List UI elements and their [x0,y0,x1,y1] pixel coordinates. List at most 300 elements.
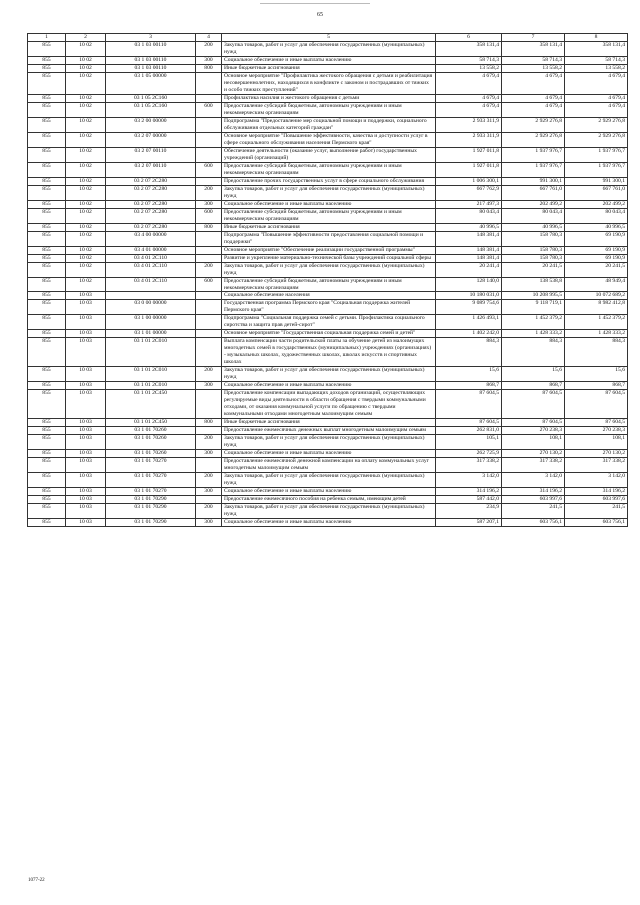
cell-description: Иные бюджетные ассигнования [222,64,436,72]
cell-admin-code: 855 [28,177,66,185]
cell-amount-col6: 358 131,4 [436,42,502,57]
cell-amount-col6: 9 089 754,6 [436,300,502,315]
cell-admin-code: 855 [28,132,66,147]
cell-amount-col7: 13 558,2 [502,64,565,72]
cell-target-article: 03 1 05 2С160 [106,102,196,117]
cell-amount-col8: 87 604,5 [565,390,628,419]
cell-amount-col8: 667 761,0 [565,185,628,200]
cell-description: Иные бюджетные ассигнования [222,223,436,231]
cell-section: 10 02 [66,56,106,64]
cell-expense-type: 800 [196,419,222,427]
table-row [28,231,628,246]
cell-admin-code: 855 [28,72,66,94]
cell-section: 10 03 [66,473,106,488]
cell-description: Основное мероприятие "Профилактика жестокого обращения с детьми и реабилитация несовершеннолетних, находящихся в конфликте с законом и пострадавших от тяжких и особо тяжких преступлений" [222,72,436,94]
cell-amount-col7: 10 208 995,5 [502,292,565,300]
cell-amount-col8: 69 190,9 [565,246,628,254]
table-header [28,34,628,42]
cell-amount-col6: 80 043,4 [436,208,502,223]
table-row [28,450,628,458]
cell-section: 10 03 [66,330,106,338]
cell-amount-col7: 40 996,5 [502,223,565,231]
cell-target-article: 03 1 03 00110 [106,42,196,57]
cell-target-article: 03 2 07 2С280 [106,208,196,223]
cell-expense-type: 200 [196,473,222,488]
cell-target-article: 03 1 01 2С010 [106,382,196,390]
cell-expense-type [196,147,222,162]
cell-amount-col6: 40 996,5 [436,223,502,231]
cell-amount-col6: 15,6 [436,367,502,382]
cell-amount-col6: 105,1 [436,435,502,450]
cell-target-article: 03 1 01 2С010 [106,338,196,367]
cell-amount-col6: 58 714,3 [436,56,502,64]
cell-target-article: 03 4 01 2С110 [106,262,196,277]
cell-section: 10 02 [66,117,106,132]
cell-expense-type [196,231,222,246]
cell-amount-col8: 69 190,9 [565,254,628,262]
cell-amount-col7: 87 604,5 [502,390,565,419]
cell-expense-type: 300 [196,519,222,527]
scan-top-mark [260,3,370,4]
header-col-8: 8 [565,34,628,42]
cell-amount-col8: 108,1 [565,435,628,450]
cell-section: 10 02 [66,177,106,185]
footer-code: 1077-22 [28,878,45,883]
cell-amount-col7: 138 538,8 [502,277,565,292]
table-row [28,390,628,419]
cell-description: Развитие и укрепление материально-технической базы учреждений социальной сферы [222,254,436,262]
cell-amount-col8: 87 604,5 [565,419,628,427]
cell-description: Закупка товаров, работ и услуг для обеспечения государственных (муниципальных) нужд [222,473,436,488]
cell-description: Предоставление ежемесячных денежных выплат многодетным малоимущим семьям [222,427,436,435]
cell-amount-col7: 108,1 [502,435,565,450]
cell-description: Профилактика насилия и жестокого обращения с детьми [222,94,436,102]
cell-description: Предоставление субсидий бюджетным, автономным учреждениям и иным некоммерческим организациям [222,102,436,117]
cell-amount-col8: 270 130,2 [565,450,628,458]
cell-section: 10 02 [66,132,106,147]
cell-amount-col8: 314 196,2 [565,488,628,496]
cell-section: 10 02 [66,231,106,246]
cell-amount-col7: 3 142,0 [502,473,565,488]
cell-expense-type [196,315,222,330]
cell-description: Предоставление прочих государственных услуг в сфере социального обслуживания [222,177,436,185]
cell-section: 10 02 [66,200,106,208]
cell-target-article: 03 1 03 00110 [106,64,196,72]
cell-expense-type [196,300,222,315]
cell-amount-col7: 1 428 333,2 [502,330,565,338]
cell-amount-col8: 603 756,1 [565,519,628,527]
cell-section: 10 02 [66,64,106,72]
table-row [28,427,628,435]
cell-description: Закупка товаров, работ и услуг для обеспечения государственных (муниципальных) нужд [222,185,436,200]
cell-amount-col8: 2 929 276,8 [565,132,628,147]
cell-amount-col7: 9 118 719,1 [502,300,565,315]
cell-amount-col8: 48 949,4 [565,277,628,292]
cell-amount-col6: 884,3 [436,338,502,367]
cell-admin-code: 855 [28,94,66,102]
cell-section: 10 02 [66,223,106,231]
cell-description: Социальное обеспечение населения [222,292,436,300]
cell-amount-col8: 1 937 976,7 [565,147,628,162]
cell-target-article: 03 4 01 2С110 [106,277,196,292]
cell-admin-code: 855 [28,223,66,231]
cell-admin-code: 855 [28,435,66,450]
cell-expense-type: 600 [196,208,222,223]
cell-expense-type: 200 [196,262,222,277]
table-row [28,223,628,231]
cell-section: 10 03 [66,367,106,382]
cell-description: Предоставление субсидий бюджетным, автономным учреждениям и иным некоммерческим организациям [222,208,436,223]
cell-amount-col8: 8 982 412,8 [565,300,628,315]
cell-description: Основное мероприятие "Государственная социальная поддержка семей и детей" [222,330,436,338]
cell-section: 10 03 [66,338,106,367]
table-row [28,64,628,72]
table-row [28,382,628,390]
cell-expense-type: 200 [196,367,222,382]
cell-section: 10 03 [66,292,106,300]
cell-admin-code: 855 [28,246,66,254]
cell-target-article: 03 1 03 00110 [106,56,196,64]
cell-amount-col7: 15,6 [502,367,565,382]
cell-amount-col6: 262 831,0 [436,427,502,435]
cell-amount-col6: 87 604,5 [436,419,502,427]
cell-section: 10 03 [66,496,106,504]
cell-target-article: 03 1 01 70260 [106,435,196,450]
cell-amount-col7: 270 238,3 [502,427,565,435]
cell-description: Социальное обеспечение и иные выплаты населению [222,519,436,527]
cell-amount-col7: 158 780,3 [502,246,565,254]
cell-target-article: 03 2 00 00000 [106,117,196,132]
table-row [28,185,628,200]
table-row [28,292,628,300]
cell-amount-col7: 1 937 976,7 [502,162,565,177]
table-row [28,56,628,64]
cell-amount-col7: 202 499,2 [502,200,565,208]
table-row [28,102,628,117]
cell-section: 10 02 [66,42,106,57]
cell-expense-type [196,427,222,435]
table-row [28,72,628,94]
cell-amount-col7: 2 929 276,8 [502,132,565,147]
cell-amount-col8: 58 714,3 [565,56,628,64]
cell-amount-col8: 1 937 976,7 [565,162,628,177]
cell-description: Предоставление ежемесячной денежной компенсации на оплату коммунальных услуг многодетным малоимущим семьям [222,458,436,473]
cell-section: 10 03 [66,300,106,315]
cell-section: 10 03 [66,382,106,390]
cell-description: Социальное обеспечение и иные выплаты населению [222,56,436,64]
cell-amount-col7: 317 338,2 [502,458,565,473]
cell-admin-code: 855 [28,338,66,367]
cell-amount-col8: 69 190,9 [565,231,628,246]
table-row [28,147,628,162]
table-row [28,277,628,292]
cell-description: Социальное обеспечение и иные выплаты населению [222,382,436,390]
table-row [28,117,628,132]
cell-amount-col7: 603 756,1 [502,519,565,527]
cell-section: 10 02 [66,246,106,254]
cell-amount-col6: 587 442,0 [436,496,502,504]
cell-amount-col6: 217 497,3 [436,200,502,208]
cell-section: 10 03 [66,488,106,496]
cell-amount-col8: 4 679,4 [565,72,628,94]
cell-amount-col7: 4 679,4 [502,94,565,102]
cell-amount-col8: 4 679,4 [565,94,628,102]
cell-expense-type [196,292,222,300]
cell-amount-col7: 158 780,3 [502,254,565,262]
table-body [28,42,628,527]
cell-section: 10 02 [66,277,106,292]
cell-description: Предоставление компенсации выпадающих доходов организаций, осуществляющих регулируемые виды деятельности в области обращения с твердыми коммунальными отходами, от оказания коммунальной услуги по обращению с твердыми коммунальными отходами многодетным малоимущим семьям [222,390,436,419]
cell-admin-code: 855 [28,117,66,132]
cell-admin-code: 855 [28,367,66,382]
cell-target-article: 03 1 01 70290 [106,496,196,504]
cell-expense-type [196,94,222,102]
table-row [28,262,628,277]
cell-section: 10 03 [66,519,106,527]
cell-amount-col8: 603 997,6 [565,496,628,504]
cell-amount-col8: 1 452 379,2 [565,315,628,330]
cell-amount-col6: 1 927 011,8 [436,162,502,177]
cell-expense-type [196,117,222,132]
cell-amount-col7: 4 679,4 [502,72,565,94]
cell-amount-col6: 128 140,0 [436,277,502,292]
cell-amount-col8: 80 043,4 [565,208,628,223]
cell-admin-code: 855 [28,427,66,435]
cell-expense-type [196,458,222,473]
cell-description: Социальное обеспечение и иные выплаты населению [222,450,436,458]
cell-amount-col8: 15,6 [565,367,628,382]
header-col-3: 3 [106,34,196,42]
cell-target-article: 03 1 01 70290 [106,504,196,519]
cell-section: 10 03 [66,390,106,419]
table-row [28,208,628,223]
cell-target-article: 03 4 01 2С110 [106,254,196,262]
cell-description: Закупка товаров, работ и услуг для обеспечения государственных (муниципальных) нужд [222,262,436,277]
cell-admin-code: 855 [28,330,66,338]
cell-amount-col7: 1 452 379,2 [502,315,565,330]
cell-target-article: 03 4 01 00000 [106,246,196,254]
cell-amount-col6: 2 933 311,9 [436,132,502,147]
table-row [28,42,628,57]
cell-amount-col6: 20 241,4 [436,262,502,277]
cell-admin-code: 855 [28,185,66,200]
cell-amount-col8: 3 142,0 [565,473,628,488]
cell-expense-type [196,390,222,419]
cell-amount-col7: 868,7 [502,382,565,390]
budget-table [27,33,628,527]
cell-admin-code: 855 [28,473,66,488]
cell-target-article: 03 1 01 70260 [106,450,196,458]
cell-admin-code: 855 [28,390,66,419]
cell-section: 10 02 [66,94,106,102]
cell-admin-code: 855 [28,231,66,246]
cell-amount-col8: 13 558,2 [565,64,628,72]
cell-amount-col8: 202 499,2 [565,200,628,208]
cell-amount-col8: 270 238,3 [565,427,628,435]
table-row [28,519,628,527]
cell-section: 10 03 [66,427,106,435]
cell-amount-col8: 10 072 689,2 [565,292,628,300]
cell-expense-type [196,246,222,254]
cell-target-article: 03 1 05 00000 [106,72,196,94]
table-row [28,330,628,338]
table-row [28,177,628,185]
cell-amount-col6: 4 679,4 [436,102,502,117]
cell-expense-type: 800 [196,64,222,72]
header-col-4: 4 [196,34,222,42]
cell-admin-code: 855 [28,56,66,64]
cell-description: Предоставление субсидий бюджетным, автономным учреждениям и иным некоммерческим организациям [222,277,436,292]
cell-description: Обеспечение деятельности (оказание услуг, выполнение работ) государственных учреждений (организаций) [222,147,436,162]
cell-amount-col7: 991 300,1 [502,177,565,185]
cell-amount-col6: 148 381,4 [436,231,502,246]
cell-amount-col6: 148 381,4 [436,254,502,262]
table-row [28,132,628,147]
header-col-2: 2 [66,34,106,42]
cell-amount-col6: 667 762,9 [436,185,502,200]
cell-expense-type: 300 [196,450,222,458]
cell-admin-code: 855 [28,162,66,177]
cell-expense-type: 300 [196,488,222,496]
cell-expense-type: 200 [196,42,222,57]
cell-target-article: 03 1 01 70290 [106,519,196,527]
cell-section: 10 03 [66,315,106,330]
table-row [28,200,628,208]
header-col-7: 7 [502,34,565,42]
cell-target-article [106,292,196,300]
cell-amount-col6: 1 006 300,1 [436,177,502,185]
cell-admin-code: 855 [28,42,66,57]
cell-target-article: 03 1 01 70260 [106,427,196,435]
cell-description: Закупка товаров, работ и услуг для обеспечения государственных (муниципальных) нужд [222,42,436,57]
cell-amount-col6: 3 142,0 [436,473,502,488]
cell-amount-col7: 80 043,4 [502,208,565,223]
cell-admin-code: 855 [28,382,66,390]
cell-section: 10 02 [66,208,106,223]
cell-amount-col6: 2 933 311,9 [436,117,502,132]
cell-amount-col6: 868,7 [436,382,502,390]
cell-amount-col6: 317 338,2 [436,458,502,473]
cell-amount-col8: 884,3 [565,338,628,367]
cell-amount-col6: 314 196,2 [436,488,502,496]
cell-amount-col7: 241,5 [502,504,565,519]
cell-amount-col8: 868,7 [565,382,628,390]
cell-amount-col6: 4 679,4 [436,72,502,94]
table-row [28,504,628,519]
cell-amount-col7: 270 130,2 [502,450,565,458]
cell-amount-col8: 991 300,1 [565,177,628,185]
cell-admin-code: 855 [28,262,66,277]
cell-amount-col7: 667 761,0 [502,185,565,200]
cell-amount-col7: 58 714,3 [502,56,565,64]
cell-expense-type: 300 [196,200,222,208]
cell-description: Основное мероприятие "Обеспечение реализации государственной программы" [222,246,436,254]
table-row [28,496,628,504]
cell-target-article: 03 2 07 00110 [106,162,196,177]
cell-amount-col7: 2 929 276,8 [502,117,565,132]
cell-description: Подпрограмма "Предоставление мер социальной помощи и поддержки, социального обслуживания отдельных категорий граждан" [222,117,436,132]
cell-admin-code: 855 [28,315,66,330]
table-row [28,458,628,473]
cell-description: Предоставление субсидий бюджетным, автономным учреждениям и иным некоммерческим организациям [222,162,436,177]
cell-section: 10 02 [66,147,106,162]
cell-section: 10 03 [66,419,106,427]
cell-expense-type: 800 [196,223,222,231]
table-row [28,300,628,315]
cell-description: Закупка товаров, работ и услуг для обеспечения государственных (муниципальных) нужд [222,435,436,450]
cell-target-article: 03 1 01 70270 [106,458,196,473]
cell-amount-col8: 40 996,5 [565,223,628,231]
cell-description: Социальное обеспечение и иные выплаты населению [222,200,436,208]
cell-expense-type [196,254,222,262]
cell-target-article: 03 2 07 2С280 [106,200,196,208]
cell-admin-code: 855 [28,300,66,315]
cell-target-article: 03 2 07 2С280 [106,185,196,200]
cell-admin-code: 855 [28,277,66,292]
cell-admin-code: 855 [28,208,66,223]
cell-target-article: 03 1 01 2С010 [106,367,196,382]
table-row [28,246,628,254]
cell-section: 10 03 [66,504,106,519]
cell-section: 10 03 [66,435,106,450]
cell-amount-col8: 358 131,4 [565,42,628,57]
header-col-1: 1 [28,34,66,42]
cell-description: Государственная программа Пермского края "Социальная поддержка жителей Пермского края" [222,300,436,315]
cell-section: 10 02 [66,72,106,94]
cell-admin-code: 855 [28,254,66,262]
cell-description: Социальное обеспечение и иные выплаты населению [222,488,436,496]
cell-description: Подпрограмма "Социальная поддержка семей с детьми. Профилактика социального сиротства и защита прав детей-сирот" [222,315,436,330]
cell-amount-col6: 1 927 011,8 [436,147,502,162]
cell-target-article: 03 1 01 70270 [106,473,196,488]
cell-description: Закупка товаров, работ и услуг для обеспечения государственных (муниципальных) нужд [222,504,436,519]
cell-admin-code: 855 [28,419,66,427]
cell-amount-col7: 20 241,5 [502,262,565,277]
cell-section: 10 02 [66,262,106,277]
cell-admin-code: 855 [28,450,66,458]
cell-admin-code: 855 [28,496,66,504]
cell-amount-col6: 13 558,2 [436,64,502,72]
cell-amount-col7: 87 604,5 [502,419,565,427]
cell-section: 10 02 [66,254,106,262]
cell-amount-col6: 587 207,1 [436,519,502,527]
cell-amount-col6: 234,9 [436,504,502,519]
table-row [28,94,628,102]
cell-amount-col7: 1 937 976,7 [502,147,565,162]
cell-target-article: 03 1 05 2С160 [106,94,196,102]
cell-expense-type: 300 [196,382,222,390]
cell-amount-col8: 1 428 333,2 [565,330,628,338]
cell-section: 10 03 [66,450,106,458]
table-row [28,315,628,330]
cell-section: 10 03 [66,458,106,473]
table-row [28,162,628,177]
table-row [28,338,628,367]
cell-amount-col6: 148 381,4 [436,246,502,254]
cell-section: 10 02 [66,102,106,117]
cell-target-article: 03 0 00 00000 [106,300,196,315]
cell-expense-type [196,330,222,338]
cell-target-article: 03 2 07 00000 [106,132,196,147]
cell-expense-type [196,72,222,94]
cell-expense-type: 200 [196,435,222,450]
page-number: 65 [317,12,323,18]
cell-amount-col7: 884,3 [502,338,565,367]
cell-expense-type: 200 [196,185,222,200]
cell-amount-col8: 2 929 276,8 [565,117,628,132]
cell-admin-code: 855 [28,292,66,300]
cell-amount-col6: 1 402 242,0 [436,330,502,338]
